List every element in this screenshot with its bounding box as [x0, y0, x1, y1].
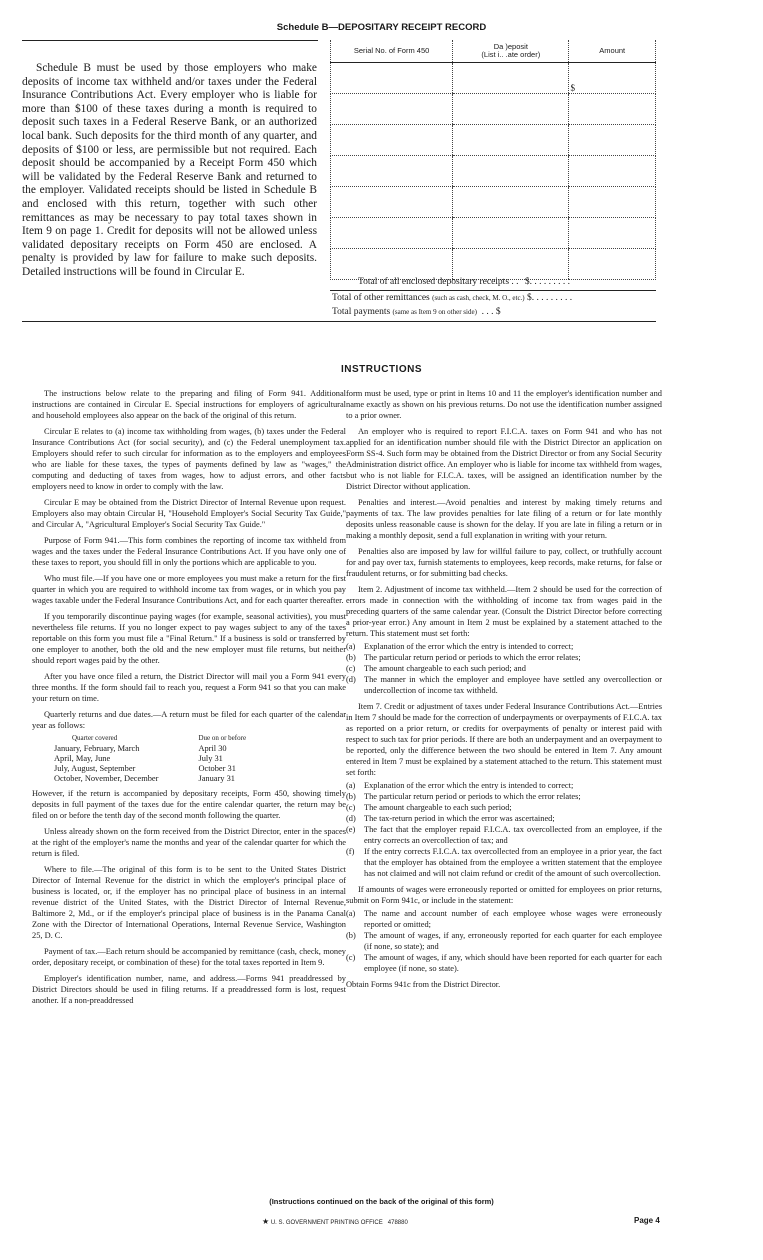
total-payments-row[interactable]: Total payments (same as Item 9 on other side) . . . $ — [332, 307, 501, 317]
list-item: (e) The fact that the employer repaid F.I.C.A. tax overcollected from an employee, if the entry corrects an overcollection of tax; and — [346, 825, 662, 845]
paragraph: If you temporarily discontinue paying wages (for example, seasonal activities), you must nevertheless file returns. If you no longer expect to pay wages subject to any of the taxes reportable on this form you must file a "Final Return." If a business is sold or transferred by one employer to another, both the old and the new employer must file returns, but neither should report wages paid by the other. — [32, 612, 346, 665]
column-header: Due on or before — [198, 734, 247, 742]
paragraph: Penalties also are imposed by law for willful failure to pay, collect, or truthfully account for and pay over tax, furnish statements to employees, keep records, make returns, for false or fraudulent returns, or for submitting bad checks. — [346, 547, 662, 578]
paragraph: Purpose of Form 941.—This form combines the reporting of income tax withheld from wages and the taxes under the Federal Insurance Contributions Act. If you have only one of these taxes to report, you should fill in only the portions which are applicable to you. — [32, 536, 346, 567]
paragraph: The instructions below relate to the preparing and filing of Form 941. Additional instructions are contained in Circular E. Special instructions for employers of agricultural and household employees also appear on the back of the original of this return. — [32, 389, 346, 420]
list-item: (a) Explanation of the error which the entry is intended to correct; — [346, 642, 574, 651]
paragraph: form must be used, type or print in Items 10 and 11 the employer's identification number and name exactly as shown on his previous returns. Do not use the identification number assigned to a prior owner. — [346, 389, 662, 420]
table-row[interactable] — [331, 156, 656, 187]
depositary-receipt-table — [330, 40, 656, 280]
paragraph: Unless already shown on the form received from the District Director, enter in the spaces at the right of the employer's name the months and year of the calendar quarter for which the return is filed. — [32, 827, 346, 858]
list-item: (d) The manner in which the employer and employee have settled any overcollection or undercollection of income tax withheld. — [346, 675, 662, 695]
table-row[interactable]: $ — [331, 63, 656, 94]
list-item: (a) Explanation of the error which the entry is intended to correct; — [346, 781, 574, 790]
paragraph: Employer's identification number, name, and address.—Forms 941 preaddressed by District Directors should be used in filing returns. If a preaddressed form is lost, request another. If a non-preaddressed — [32, 974, 346, 1005]
table-row[interactable] — [331, 187, 656, 218]
schedule-title: Schedule B—DEPOSITARY RECEIPT RECORD — [276, 22, 487, 33]
paragraph: Item 2. Adjustment of income tax withheld.—Item 2 should be used for the correction of errors made in connection with the withholding of income tax from wages paid in the preceding quarters of the same calendar year. (Consult the District Director before correcting a prior-year error.) Any amount in Item 2 must be explained by a statement attached to the return. This statement must set forth: — [346, 585, 662, 638]
table-row: January, February, March April 30 — [54, 744, 227, 753]
column-header-date: Da )eposit (List i.. .ate order) — [453, 40, 569, 63]
instructions-title: INSTRUCTIONS — [341, 364, 422, 375]
table-row[interactable] — [331, 94, 656, 125]
paragraph: After you have once filed a return, the District Director will mail you a Form 941 every three months. If the form should fail to reach you, request a Form 941 so that you can make your return on time. — [32, 672, 346, 703]
page-number: Page 4 — [634, 1216, 660, 1225]
list-item: (b) The particular return period or periods to which the error relates; — [346, 792, 581, 801]
paragraph: Obtain Forms 941c from the District Director. — [346, 980, 501, 989]
table-row: April, May, June July 31 — [54, 754, 223, 763]
continuation-note: (Instructions continued on the back of the original of this form) — [269, 1197, 494, 1206]
divider — [22, 40, 318, 41]
schedule-instructions — [22, 62, 317, 280]
printer-imprint: ★ U. S. GOVERNMENT PRINTING OFFICE 478880 — [262, 1217, 408, 1226]
instructions-left-column — [32, 388, 346, 1011]
table-row[interactable] — [331, 125, 656, 156]
list-item: (c) The amount chargeable to each such period; and — [346, 664, 526, 673]
list-item: (b) The particular return period or periods to which the error relates; — [346, 653, 581, 662]
paragraph: Payment of tax.—Each return should be accompanied by remittance (cash, check, money order, depositary receipt, or combination of these) for the total taxes reported in Item 9. — [32, 947, 346, 967]
paragraph: If amounts of wages were erroneously reported or omitted for employees on prior returns, submit on Form 941c, or include in the statement: — [346, 885, 662, 905]
column-header: Quarter covered — [72, 734, 118, 742]
total-other-row[interactable]: Total of other remittances (such as cash, check, M. O., etc.) $. . . . . . . . . — [332, 293, 573, 303]
list-item: (f) If the entry corrects F.I.C.A. tax overcollected from an employee in a prior year, the fact that the employer has obtained from the employee a written statement that the employee has not claimed and will not claim refund or credit of the amount of such overcollection. — [346, 847, 662, 878]
table-row[interactable] — [331, 249, 656, 280]
total-enclosed-row[interactable]: Total of all enclosed depositary receipts . . $. . . . . . . . . — [358, 277, 571, 287]
paragraph: However, if the return is accompanied by depositary receipts, Form 450, showing timely deposits in full payment of the taxes due for the entire calendar quarter, the return may be filed on or before the tenth day of the second month following the quarter. — [32, 789, 346, 820]
paragraph: Item 7. Credit or adjustment of taxes under Federal Insurance Contributions Act.—Entries in Item 7 should be made for the correction of underpayments or overpayments of F.I.C.A. tax as reported on a prior return, or credits for overpayments of penalty or interest paid with respect to such tax for prior periods. If there are both an underpayment and an overpayment to be reported, only the difference between the two should be entered in Item 7. Any amount entered in Item 7 must be explained by a statement attached to the return. This statement must set forth: — [346, 702, 662, 777]
statement-list — [346, 908, 662, 974]
table-row: July, August, September October 31 — [54, 764, 236, 773]
divider — [22, 321, 656, 322]
paragraph: Quarterly returns and due dates.—A return must be filed for each quarter of the calendar year as follows: — [32, 710, 346, 730]
paragraph: Where to file.—The original of this form is to be sent to the United States District Director of Internal Revenue for the district in which the employer's principal place of business is located, or, if the employer has no principal place of business in an internal revenue district of the United States, with the District Director of Internal Revenue, Baltimore 2, Md., or if the employer's principal place of business is in the Panama Canal Zone with the Director of International Operations, Internal Revenue Service, Washington 25, D. C. — [32, 865, 346, 940]
list-item: (c) The amount of wages, if any, which should have been reported for each quarter for each employee (if none, so state). — [346, 953, 662, 973]
paragraph: Penalties and interest.—Avoid penalties and interest by making timely returns and payments of tax. The law provides penalties for late filing of a return or for late monthly deposits unless reasonable cause is shown for the delay. If you are late in filing a return or in making a monthly deposit, send a full explanation in writing with your return. — [346, 498, 662, 540]
list-item: (c) The amount chargeable to each such period; — [346, 803, 512, 812]
column-header-amount: Amount — [569, 40, 656, 63]
paragraph: Circular E relates to (a) income tax withholding from wages, (b) taxes under the Federal Insurance Contributions Act (for social security), and (c) the Federal unemployment tax. Employers should refer to such circular for information as to the employers and employees who are liable for these taxes, the types of payments defined by law as "wages," the computing and deducting of taxes from wages, how to adjust errors, and other facts employers need to know in order to comply with the law. — [32, 427, 346, 491]
list-item: (b) The amount of wages, if any, erroneously reported for each quarter for each employee (if none, so state); and — [346, 931, 662, 951]
statement-list — [346, 780, 662, 879]
star-icon: ★ — [262, 1217, 270, 1226]
paragraph: An employer who is required to report F.I.C.A. taxes on Form 941 and who has not applied for an identification number should file with the District Director an application on Form SS-4. Such form may be obtained from the District Director or from any Social Security Administration district office. An employer who is liable for income tax withheld from wages, but who is not liable for F.I.C.A. taxes, will be assigned an identification number by the District Director without application. — [346, 427, 662, 491]
table-row[interactable] — [331, 218, 656, 249]
schedule-paragraph: Schedule B must be used by those employers who make deposits of income tax withheld and/or taxes under the Federal Insurance Contributions Act. Every employer who is liable for more than $100 of these taxes during a month is required to deposit such taxes in a Federal Reserve Bank, or an authorized local bank. Such deposits for the third month of any quarter, and deposits of $100 or less, are permissible but not required. Each deposit should be accompanied by a Receipt Form 450 which will be validated by the Federal Reserve Bank and returned to the employer. Validated receipts should be listed in Schedule B and enclosed with this return, together with such other remittances as may be necessary to pay total taxes shown in Item 9 on page 1. Credit for deposits will not be allowed unless validated depositary receipts on Form 450 are enclosed. A penalty is provided by law for failure to make such deposits. Detailed instructions will be found in Circular E. — [22, 62, 317, 278]
table-row: October, November, December January 31 — [54, 774, 235, 783]
paragraph: Circular E may be obtained from the District Director of Internal Revenue upon request. Employers also may obtain Circular H, "Household Employer's Social Security Tax Guide," and Circular A, "Agricultural Employer's Social Security Tax Guide." — [32, 498, 346, 529]
due-date-table — [54, 733, 246, 784]
column-header-serial: Serial No. of Form 450 — [331, 40, 453, 63]
instructions-right-column — [346, 388, 662, 995]
list-item: (d) The tax-return period in which the error was ascertained; — [346, 814, 555, 823]
divider — [330, 290, 656, 291]
paragraph: Who must file.—If you have one or more employees you must make a return for the first quarter in which you are required to withhold income tax from wages, or in which you pay wages taxable under the Federal Insurance Contributions Act, and for each quarter thereafter. — [32, 574, 347, 605]
statement-list — [346, 641, 662, 696]
list-item: (a) The name and account number of each employee whose wages were erroneously reported or omitted; — [346, 909, 662, 929]
